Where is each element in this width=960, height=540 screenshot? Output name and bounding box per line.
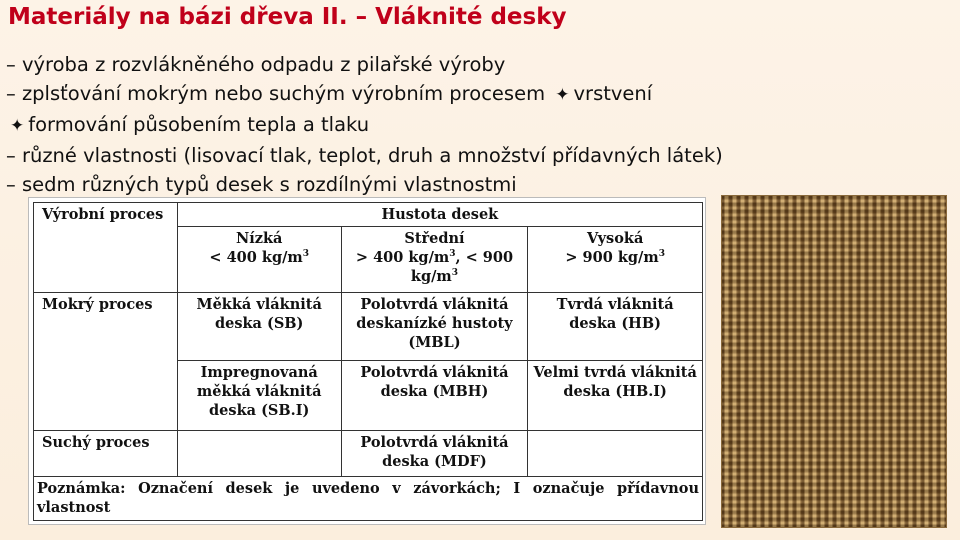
header-density-mid: Střední > 400 $kg/m^3$, < 900 $kg/m^3$ <box>341 227 528 293</box>
cell-wet1-mid: Polotvrdá vláknitá deskanízké hustoty (MBL) <box>341 293 528 361</box>
cell-wet2-mid: Polotvrdá vláknitá deska (MBH) <box>341 361 528 431</box>
star-icon: ✦ <box>555 85 570 105</box>
header-density: Hustota desek <box>177 203 702 227</box>
star-icon: ✦ <box>10 116 25 136</box>
bullet-text: vrstvení <box>573 82 653 105</box>
cell-wet1-low: Měkká vláknitá deska (SB) <box>177 293 341 361</box>
row-wet-process: Mokrý proces <box>34 293 178 431</box>
header-density-low: Nízká < 400 $kg/m^3$ <box>177 227 341 293</box>
cell-wet1-high: Tvrdá vláknitá deska (HB) <box>528 293 703 361</box>
cell-dry-high <box>528 431 703 477</box>
bullet-text: formování působením tepla a tlaku <box>28 113 370 136</box>
bullet-item: – výroba z rozvlákněného odpadu z pilařské výroby <box>6 53 506 76</box>
header-process: Výrobní proces <box>34 203 178 293</box>
cell-wet2-low: Impregnovaná měkká vláknitá deska (SB.I) <box>177 361 341 431</box>
bullet-item <box>6 110 723 141</box>
cell-dry-mid: Polotvrdá vláknitá deska (MDF) <box>341 431 528 477</box>
cell-dry-low <box>177 431 341 477</box>
bullet-item <box>6 79 723 110</box>
bullet-list <box>6 50 723 199</box>
row-dry-process: Suchý proces <box>34 431 178 477</box>
fiberboard-table <box>33 202 703 521</box>
header-density-high: Vysoká > 900 $kg/m^3$ <box>528 227 703 293</box>
cell-wet2-high: Velmi tvrdá vláknitá deska (HB.I) <box>528 361 703 431</box>
bullet-item: – sedm různých typů desek s rozdílnými vlastnostmi <box>6 173 517 196</box>
fiberboard-texture-image <box>721 195 947 528</box>
slide-title: Materiály na bázi dřeva II. – Vláknité desky <box>8 4 567 30</box>
table-note: Poznámka: Označení desek je uvedeno v závorkách; I označuje přídavnou vlastnost <box>34 477 703 521</box>
bullet-item: – různé vlastnosti (lisovací tlak, teplot, druh a množství přídavných látek) <box>6 144 723 167</box>
fiberboard-table-image <box>28 197 706 525</box>
bullet-text: – zplsťování mokrým nebo suchým výrobním procesem <box>6 82 546 105</box>
